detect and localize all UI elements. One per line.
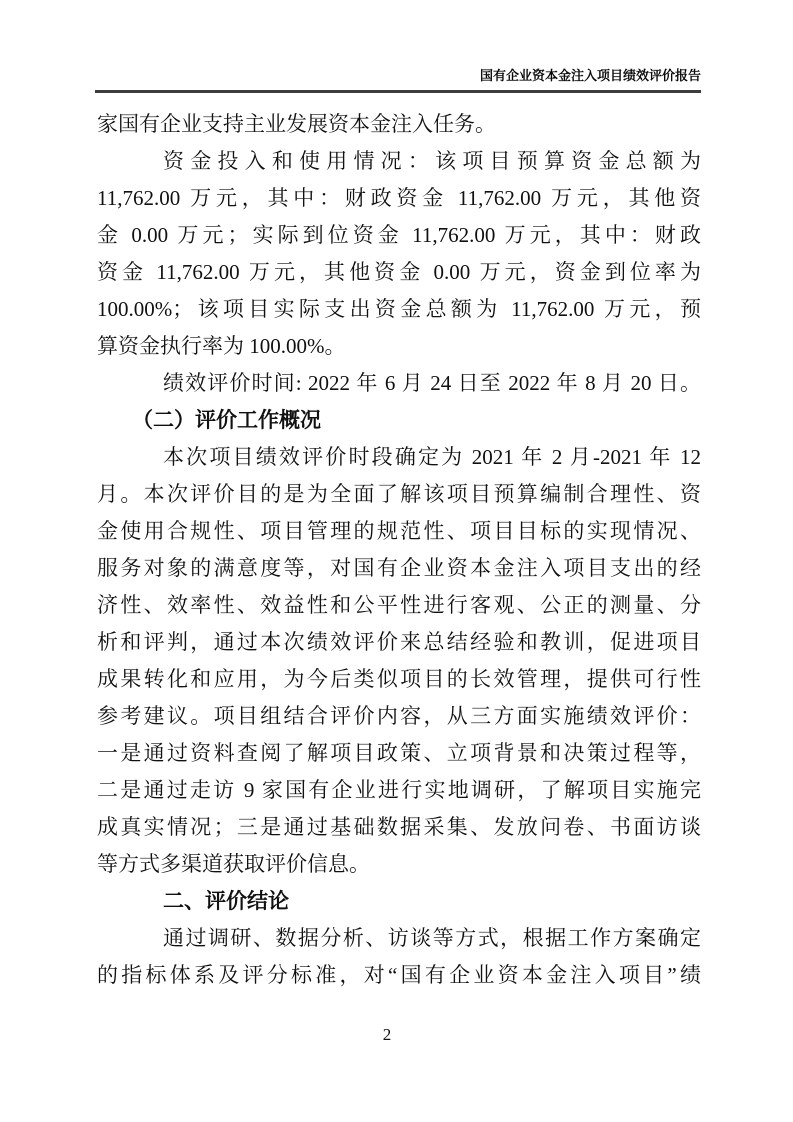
page-number: 2 <box>382 1025 392 1044</box>
section-heading: （二）评价工作概况 <box>132 409 321 432</box>
text-line: 的指标体系及评分标准，对“国有企业资本金注入项目”绩 <box>97 963 701 987</box>
text-line: 二是通过走访 9 家国有企业进行实地调研，了解项目实施完 <box>97 778 701 802</box>
text-line: 月。本次评价目的是为全面了解该项目预算编制合理性、资 <box>97 482 701 506</box>
text-line: 100.00%；该项目实际支出资金总额为 11,762.00 万元，预 <box>97 297 701 321</box>
text-line: 11,762.00 万元，其中：财政资金 11,762.00 万元，其他资 <box>97 186 701 210</box>
document-body <box>97 106 701 994</box>
text-line: 参考建议。项目组结合评价内容，从三方面实施绩效评价： <box>97 704 701 728</box>
section-heading: 二、评价结论 <box>163 890 289 913</box>
header-rule <box>95 90 701 93</box>
page-header <box>95 66 701 93</box>
text-line: 资金 11,762.00 万元，其他资金 0.00 万元，资金到位率为 <box>97 260 701 284</box>
text-line: 成真实情况；三是通过基础数据采集、发放问卷、书面访谈 <box>97 815 701 839</box>
text-line: 本次项目绩效评价时段确定为 2021 年 2 月-2021 年 12 <box>163 445 701 469</box>
text-line: 成果转化和应用，为今后类似项目的长效管理，提供可行性 <box>97 667 701 691</box>
text-line: 服务对象的满意度等，对国有企业资本金注入项目支出的经 <box>97 556 701 580</box>
text-line: 算资金执行率为 100.00%。 <box>97 334 346 358</box>
text-line: 一是通过资料查阅了解项目政策、立项背景和决策过程等， <box>97 741 701 765</box>
text-line: 等方式多渠道获取评价信息。 <box>97 852 370 876</box>
text-line: 济性、效率性、效益性和公平性进行客观、公正的测量、分 <box>97 593 701 617</box>
text-line: 通过调研、数据分析、访谈等方式，根据工作方案确定 <box>163 926 701 950</box>
text-line: 析和评判，通过本次绩效评价来总结经验和教训，促进项目 <box>97 630 701 654</box>
text-line: 金 0.00 万元；实际到位资金 11,762.00 万元，其中：财政 <box>97 223 701 247</box>
text-line: 家国有企业支持主业发展资本金注入任务。 <box>97 112 496 136</box>
text-line: 金使用合规性、项目管理的规范性、项目目标的实现情况、 <box>97 519 701 543</box>
text-line: 绩效评价时间: 2022 年 6 月 24 日至 2022 年 8 月 20 日。 <box>163 371 701 395</box>
report-title: 国有企业资本金注入项目绩效评价报告 <box>479 68 701 83</box>
text-line: 资金投入和使用情况：该项目预算资金总额为 <box>163 149 701 173</box>
